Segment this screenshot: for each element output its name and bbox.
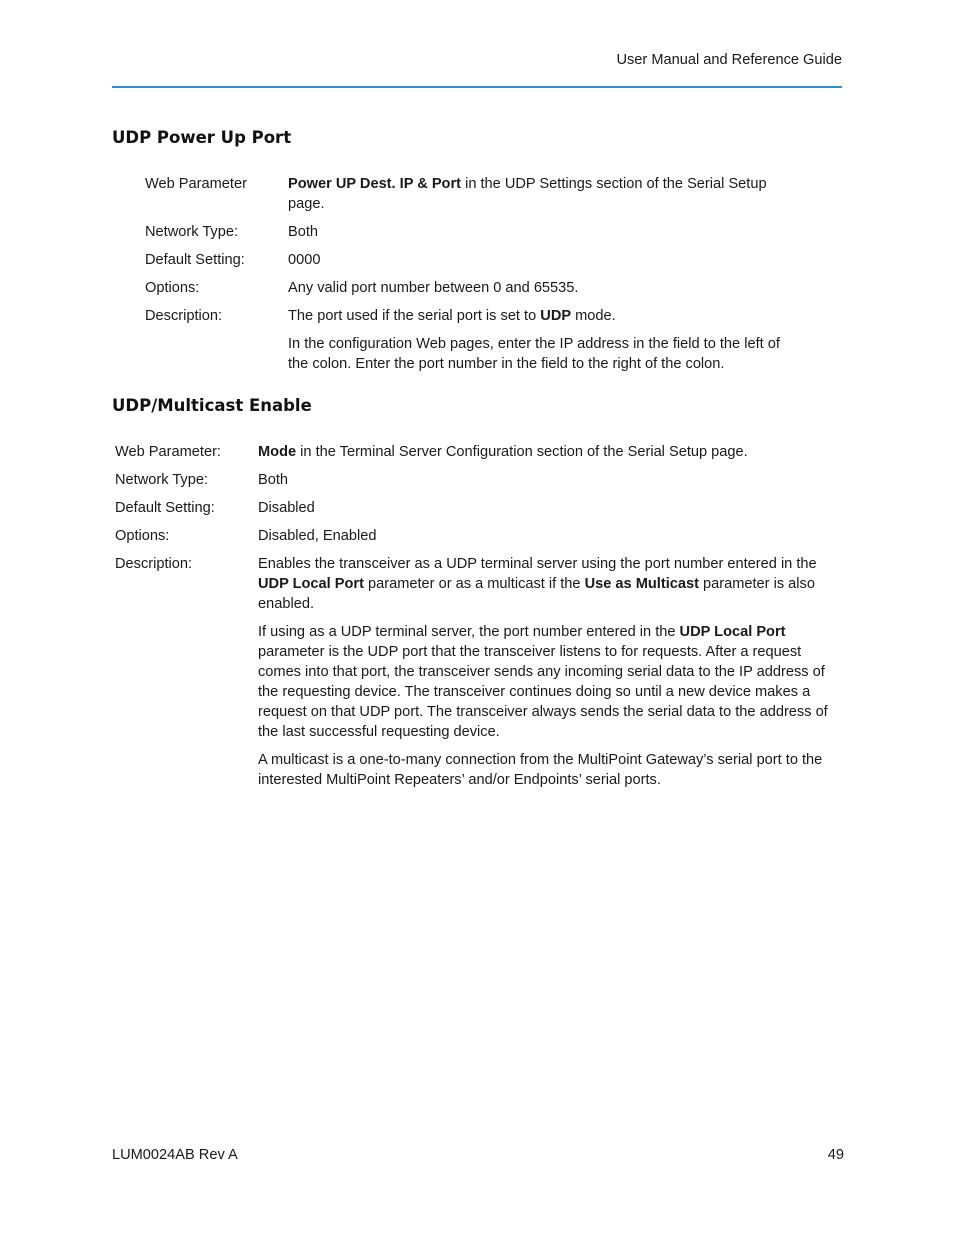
param-row-default-setting — [145, 250, 805, 270]
param-row-options — [115, 526, 850, 546]
text-span: mode. — [571, 308, 616, 324]
text-line: page. — [288, 196, 325, 212]
param-row-network-type — [115, 470, 850, 490]
param-value: Both — [258, 472, 289, 488]
section-title-udp-power-up-port: UDP Power Up Port — [112, 128, 292, 147]
footer-page-number: 49 — [827, 1147, 844, 1163]
text-span: parameter is also — [698, 576, 815, 592]
footer-doc-id: LUM0024AB Rev A — [112, 1147, 238, 1163]
param-value — [288, 306, 805, 374]
description-paragraph — [258, 622, 850, 742]
param-label: Network Type: — [115, 472, 209, 488]
text-line: the colon. Enter the port number in the field to the right of the colon. — [288, 356, 725, 372]
param-row-description — [145, 306, 805, 374]
text-line: the last successful requesting device. — [258, 724, 500, 740]
text-span: If using as a UDP terminal server, the port number entered in the — [258, 624, 680, 640]
param-label: Options: — [145, 280, 200, 296]
param-label: Web Parameter: — [115, 444, 221, 460]
param-row-description — [115, 554, 850, 790]
text-line: request on that UDP port. The transceiver always sends the serial data to the address of — [258, 704, 828, 720]
text-line: the requesting device. The transceiver continues doing so until a new device makes a — [258, 684, 811, 700]
param-value: 0000 — [288, 252, 321, 268]
text-span: in the UDP Settings section of the Serial Setup — [461, 176, 767, 192]
param-value — [288, 174, 805, 214]
text-line: comes into that port, the transceiver sends any incoming serial data to the IP address of — [258, 664, 825, 680]
param-row-network-type — [145, 222, 805, 242]
description-paragraph — [288, 334, 805, 374]
text-span: The port used if the serial port is set to — [288, 308, 541, 324]
running-header: User Manual and Reference Guide — [616, 52, 842, 68]
param-table-udp-power-up-port — [145, 174, 805, 374]
bold-term: Mode — [258, 444, 297, 460]
param-label: Description: — [145, 308, 223, 324]
param-value: Both — [288, 224, 319, 240]
param-value: Disabled, Enabled — [258, 528, 377, 544]
section-title-udp-multicast-enable: UDP/Multicast Enable — [112, 396, 312, 415]
param-row-options — [145, 278, 805, 298]
param-label: Network Type: — [145, 224, 239, 240]
description-paragraph — [258, 554, 850, 614]
text-line: Enables the transceiver as a UDP terminal server using the port number entered in the — [258, 556, 817, 572]
bold-term: Power UP Dest. IP & Port — [288, 176, 462, 192]
param-row-web-parameter — [115, 442, 850, 462]
param-table-udp-multicast-enable — [115, 442, 850, 790]
text-line: enabled. — [258, 596, 314, 612]
param-row-web-parameter — [145, 174, 805, 214]
param-label: Default Setting: — [145, 252, 245, 268]
text-line: parameter is the UDP port that the transceiver listens to for requests. After a request — [258, 644, 802, 660]
text-span: in the Terminal Server Configuration section of the Serial Setup page. — [296, 444, 748, 460]
description-paragraph — [288, 306, 805, 326]
param-value: Any valid port number between 0 and 65535. — [288, 280, 579, 296]
text-line: interested MultiPoint Repeaters’ and/or Endpoints’ serial ports. — [258, 772, 661, 788]
text-span: parameter or as a multicast if the — [363, 576, 585, 592]
header-rule — [112, 86, 842, 88]
bold-term: Use as Multicast — [584, 576, 699, 592]
param-label: Description: — [115, 556, 193, 572]
param-value — [258, 554, 850, 790]
param-row-default-setting — [115, 498, 850, 518]
description-paragraph — [258, 750, 850, 790]
bold-term: UDP Local Port — [679, 624, 786, 640]
param-label: Options: — [115, 528, 170, 544]
text-line: In the configuration Web pages, enter the IP address in the field to the left of — [288, 336, 780, 352]
param-value: Disabled — [258, 500, 315, 516]
text-line: A multicast is a one-to-many connection from the MultiPoint Gateway’s serial port to the — [258, 752, 823, 768]
bold-term: UDP Local Port — [258, 576, 364, 592]
bold-term: UDP — [540, 308, 572, 324]
param-value — [258, 442, 850, 462]
param-label: Default Setting: — [115, 500, 215, 516]
param-label: Web Parameter — [145, 176, 247, 192]
